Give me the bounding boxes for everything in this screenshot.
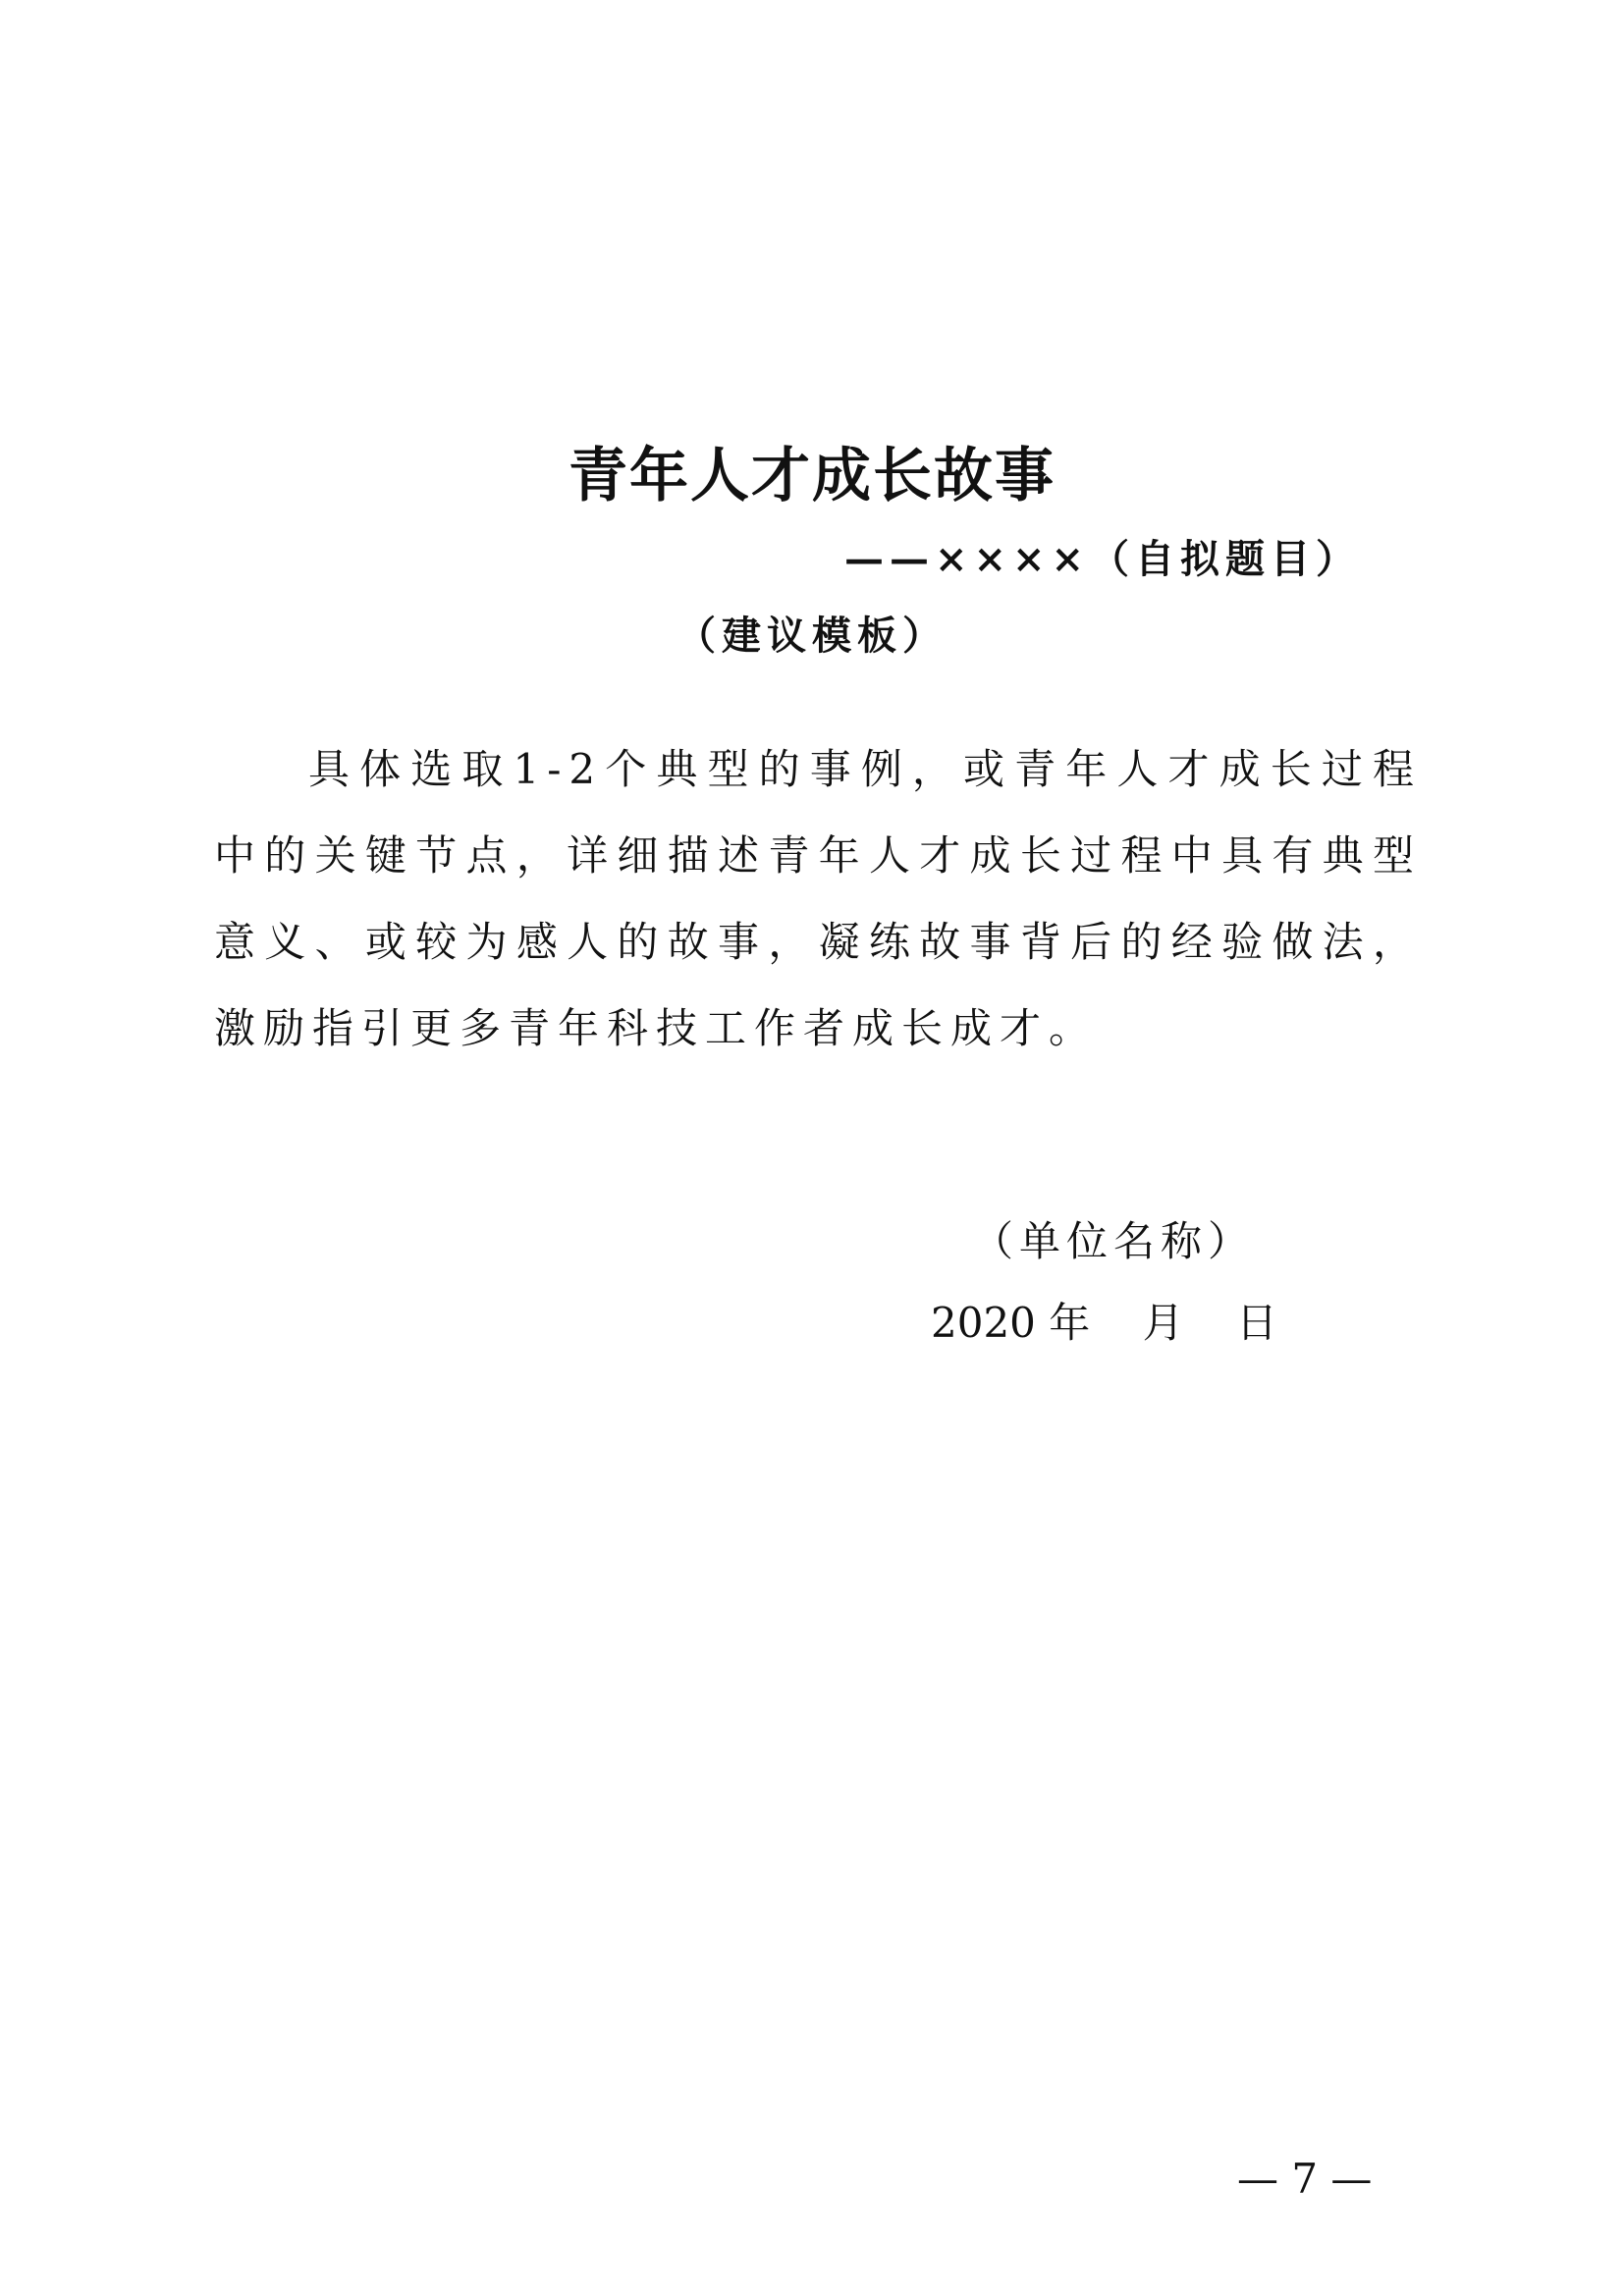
body-paragraph: 具体选取1-2个典型的事例，或青年人才成长过程中的关键节点，详细描述青年人才成长过程中具有典型意义、或较为感人的故事，凝练故事背后的经验做法，激励指引更多青年科技工作者成长成才。: [214, 745, 1422, 1052]
page-number: — 7 —: [1237, 2155, 1373, 2203]
document-date: 2020 年 月 日: [931, 1299, 1278, 1347]
document-title: 青年人才成长故事: [568, 442, 1056, 510]
template-note: （建议模板）: [677, 613, 947, 659]
organization-placeholder: （单位名称）: [972, 1217, 1256, 1265]
document-subtitle: ——××××（自拟题目）: [843, 536, 1361, 582]
